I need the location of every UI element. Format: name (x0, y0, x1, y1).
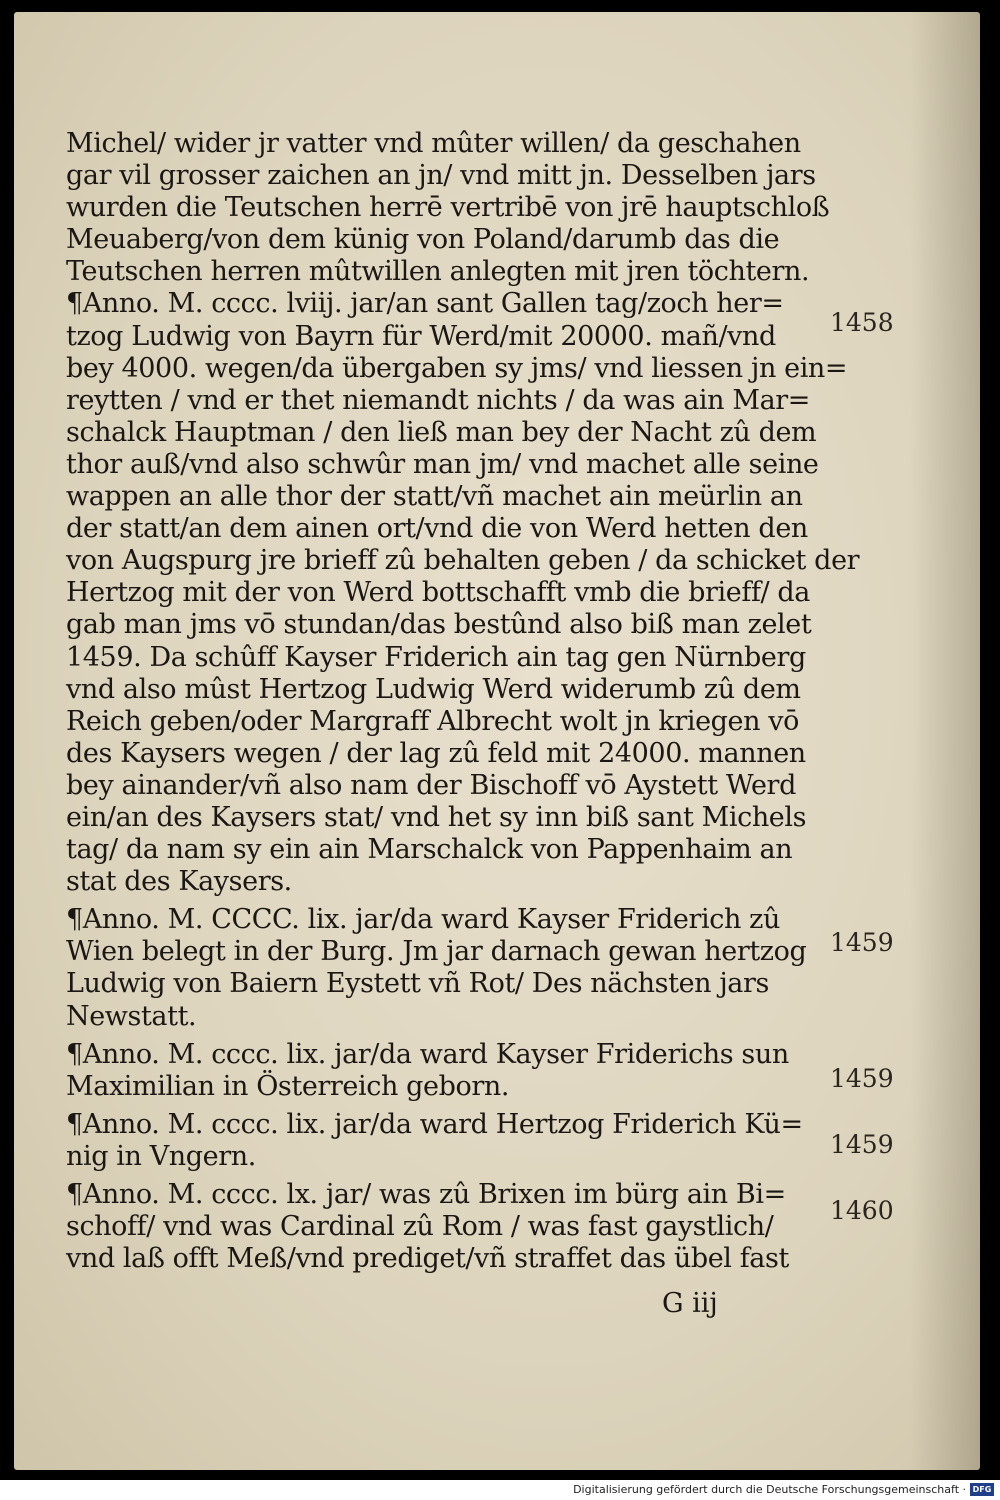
signature-mark: G iij (662, 1288, 718, 1319)
text-line: vnd laß offt Meß/vnd prediget/vñ straffet das übel fast (66, 1243, 789, 1275)
text-line: thor auß/vnd also schwûr man jm/ vnd machet alle seine (66, 448, 819, 480)
text-line: Michel/ wider jr vatter vnd mûter willen/ da geschahen (66, 128, 801, 159)
text-line: Wien belegt in der Burg. Jm jar darnach gewan hertzog (66, 936, 807, 968)
text-line: Meuaberg/von dem künig von Poland/darumb das die (66, 224, 780, 256)
margin-year: 1459 (830, 928, 894, 957)
text-line: Maximilian in Österreich geborn. (66, 1070, 510, 1102)
text-line: schoff/ vnd was Cardinal zû Rom / was fast gaystlich/ (66, 1211, 774, 1243)
text-line: der statt/an dem ainen ort/vnd die von Werd hetten den (66, 513, 808, 545)
text-line: tzog Ludwig von Bayrn für Werd/mit 20000. mañ/vnd (66, 320, 776, 352)
text-line: Teutschen herren mûtwillen anlegten mit jren töchtern. (66, 256, 810, 288)
text-line: des Kaysers wegen / der lag zû feld mit 24000. mannen (66, 737, 806, 769)
text-line: reytten / vnd er thet niemandt nichts / da was ain Mar= (66, 384, 810, 416)
text-line: schalck Hauptman / den ließ man bey der Nacht zû dem (66, 416, 817, 448)
margin-year: 1459 (830, 1064, 894, 1093)
text-line: ¶Anno. M. cccc. lx. jar/ was zû Brixen im bürg ain Bi= (66, 1179, 786, 1210)
text-line: gar vil grosser zaichen an jn/ vnd mitt jn. Desselben jars (66, 160, 816, 192)
text-line: ein/an des Kaysers stat/ vnd het sy inn biß sant Michels (66, 801, 807, 833)
text-line: von Augspurg jre brieff zû behalten geben / da schicket der (66, 545, 860, 577)
text-line: wappen an alle thor der statt/vñ machet ain meürlin an (66, 481, 803, 513)
text-line: vnd also mûst Hertzog Ludwig Werd widerumb zû dem (66, 673, 801, 705)
text-line: ¶Anno. M. cccc. lix. jar/da ward Kayser Friderichs sun (66, 1038, 789, 1070)
text-line: Reich geben/oder Margraff Albrecht wolt jn kriegen vō (66, 705, 800, 737)
text-line: Ludwig von Baiern Eystett vñ Rot/ Des nächsten jars (66, 968, 769, 1000)
text-line: wurden die Teutschen herrē vertribē von jrē hauptschloß (66, 192, 830, 224)
footer-bar (0, 1480, 1000, 1500)
margin-year: 1459 (830, 1130, 894, 1159)
margin-year: 1460 (830, 1196, 894, 1225)
footer-credit: Digitalisierung gefördert durch die Deutsche Forschungsgemeinschaft · (573, 1483, 966, 1496)
text-line: tag/ da nam sy ein ain Marschalck von Pappenhaim an (66, 834, 793, 866)
margin-year: 1458 (830, 308, 894, 337)
text-line: stat des Kaysers. (66, 866, 292, 898)
text-line: Newstatt. (66, 1000, 197, 1032)
text-line: 1459. Da schûff Kayser Friderich ain tag gen Nürnberg (66, 641, 806, 673)
text-line: gab man jms vō stundan/das bestûnd also biß man zelet (66, 609, 812, 641)
page-text (66, 128, 860, 1275)
text-line: ¶Anno. M. cccc. lix. jar/da ward Hertzog Friderich Kü= (66, 1108, 803, 1140)
text-line: bey ainander/vñ also nam der Bischoff vō Aystett Werd (66, 769, 796, 801)
text-line: nig in Vngern. (66, 1140, 256, 1172)
dfg-logo: DFG (970, 1483, 994, 1496)
text-line: ¶Anno. M. CCCC. lix. jar/da ward Kayser Friderich zû (66, 904, 780, 936)
text-line: Hertzog mit der von Werd bottschafft vmb die brieff/ da (66, 577, 811, 609)
text-line: ¶Anno. M. cccc. lviij. jar/an sant Gallen tag/zoch her= (66, 288, 784, 320)
text-line: bey 4000. wegen/da übergaben sy jms/ vnd liessen jn ein= (66, 352, 848, 384)
